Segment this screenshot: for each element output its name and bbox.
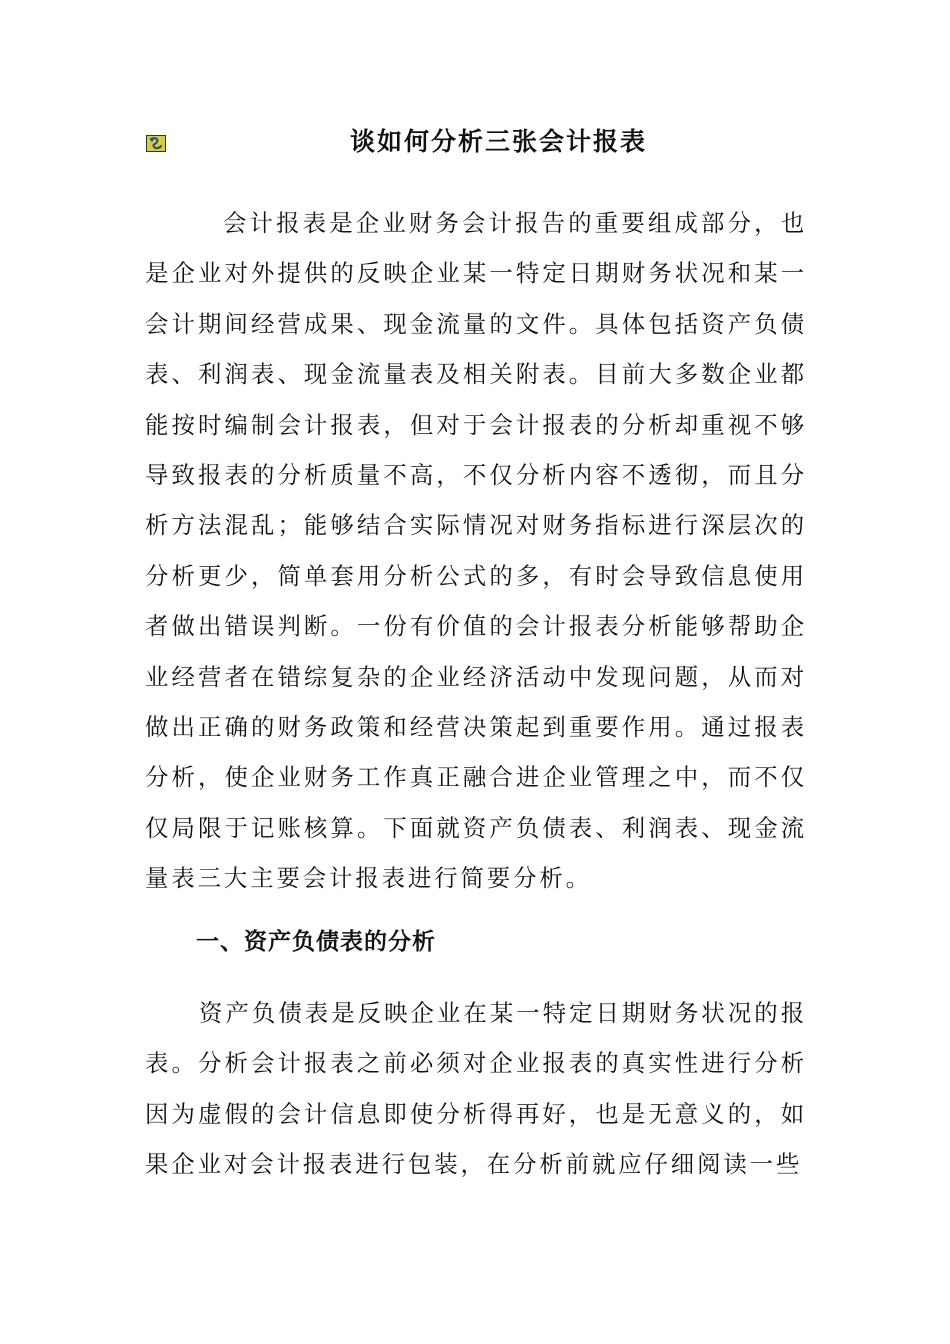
document-title: 谈如何分析三张会计报表 — [350, 127, 648, 156]
document-logo-icon — [146, 135, 166, 152]
section-1-paragraph: 资产负债表是反映企业在某一特定日期财务状况的报表。分析会计报表之前必须对企业报表的真实性进行分析因为虚假的会计信息即使分析得再好，也是无意义的，如果企业对会计报表进行包装，在分析前就应仔细阅读一些 — [145, 999, 807, 1179]
section-1-heading: 一、资产负债表的分析 — [196, 928, 436, 955]
logo-graphic — [147, 136, 165, 151]
intro-paragraph: 会计报表是企业财务会计报告的重要组成部分，也是企业对外提供的反映企业某一特定日期财务状况和某一会计期间经营成果、现金流量的文件。具体包括资产负债表、利润表、现金流量表及相关附表。目前大多数企业都能按时编制会计报表，但对于会计报表的分析却重视不够导致报表的分析质量不高，不仅分析内容不透彻，而且分析方法混乱；能够结合实际情况对财务指标进行深层次的分析更少，简单套用分析公式的多，有时会导致信息使用者做出错误判断。一份有价值的会计报表分析能够帮助企业经营者在错综复杂的企业经济活动中发现问题，从而对做出正确的财务政策和经营决策起到重要作用。通过报表分析，使企业财务工作真正融合进企业管理之中，而不仅仅局限于记账核算。下面就资产负债表、利润表、现金流量表三大主要会计报表进行简要分析。 — [145, 209, 807, 893]
